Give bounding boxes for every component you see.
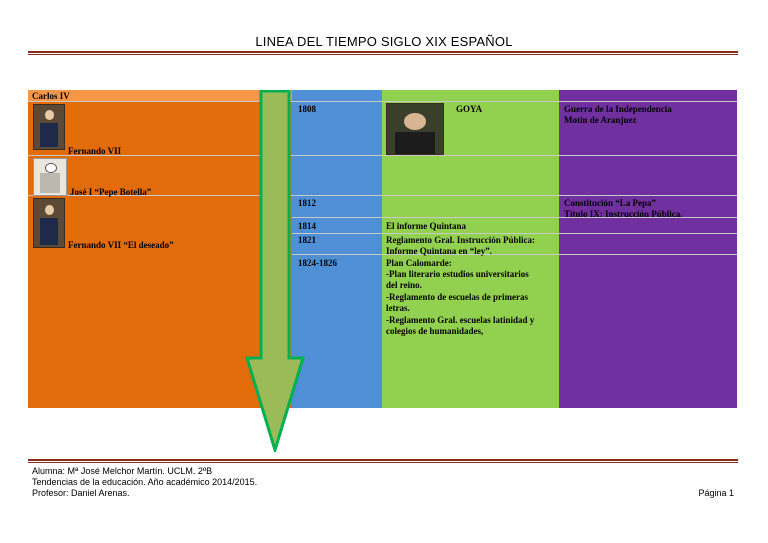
event-cell: El informe Quintana	[386, 221, 467, 231]
footer-teacher: Profesor: Daniel Arenas.	[32, 488, 130, 498]
event-cell: GOYA	[456, 104, 483, 114]
context-line: Motín de Aranjuez	[564, 115, 637, 125]
portrait-image	[33, 158, 67, 196]
year-cell: 1808	[298, 104, 316, 114]
portrait-image	[33, 104, 65, 150]
year-cell: 1824-1826	[298, 258, 337, 268]
king-carlos-iv: Carlos IV	[32, 91, 70, 101]
king-jose-i: José I “Pepe Botella”	[70, 187, 152, 197]
king-fernando-vii: Fernando VII	[68, 146, 122, 156]
grid-line	[292, 101, 737, 102]
header-rule	[28, 51, 738, 53]
context-line: Constitución “La Pepa”	[564, 198, 657, 208]
event-line: -Reglamento de escuelas de primeras	[386, 292, 528, 302]
grid-line	[292, 254, 737, 255]
timeline-arrow	[245, 90, 305, 452]
footer-rule	[28, 459, 738, 461]
event-line: letras.	[386, 303, 410, 313]
context-line: Título IX: Instrucción Pública.	[564, 209, 683, 219]
years-column	[292, 90, 382, 408]
footer-course: Tendencias de la educación. Año académico 2014/2015.	[32, 477, 258, 487]
grid-line	[28, 155, 737, 156]
portrait-image	[33, 198, 65, 248]
event-line: -Reglamento Gral. escuelas latinidad y	[386, 315, 535, 325]
event-line: -Plan literario estudios universitarios	[386, 269, 529, 279]
context-column	[559, 90, 737, 408]
timeline-table	[28, 90, 737, 408]
context-line: Guerra de la Independencia	[564, 104, 672, 114]
down-arrow-shape	[247, 91, 303, 450]
footer-rule-thin	[28, 462, 738, 463]
king-fernando-vii-deseado: Fernando VII “El deseado”	[68, 240, 174, 250]
document-title: LINEA DEL TIEMPO SIGLO XIX ESPAÑOL	[255, 34, 513, 49]
page-number: Página 1	[698, 488, 734, 498]
year-cell: 1812	[298, 198, 316, 208]
year-cell: 1821	[298, 235, 316, 245]
event-line: Informe Quintana en “ley”.	[386, 246, 493, 256]
event-line: Plan Calomarde:	[386, 258, 452, 268]
goya-portrait-image	[386, 103, 444, 155]
year-cell: 1814	[298, 221, 316, 231]
footer-student: Alumna: Mª José Melchor Martín. UCLM. 2ºB	[32, 466, 213, 476]
event-line: del reino.	[386, 280, 422, 290]
event-line: Reglamento Gral. Instrucción Pública:	[386, 235, 535, 245]
grid-line	[292, 233, 737, 234]
header-rule-thin	[28, 54, 738, 55]
event-line: colegios de humanidades,	[386, 326, 484, 336]
